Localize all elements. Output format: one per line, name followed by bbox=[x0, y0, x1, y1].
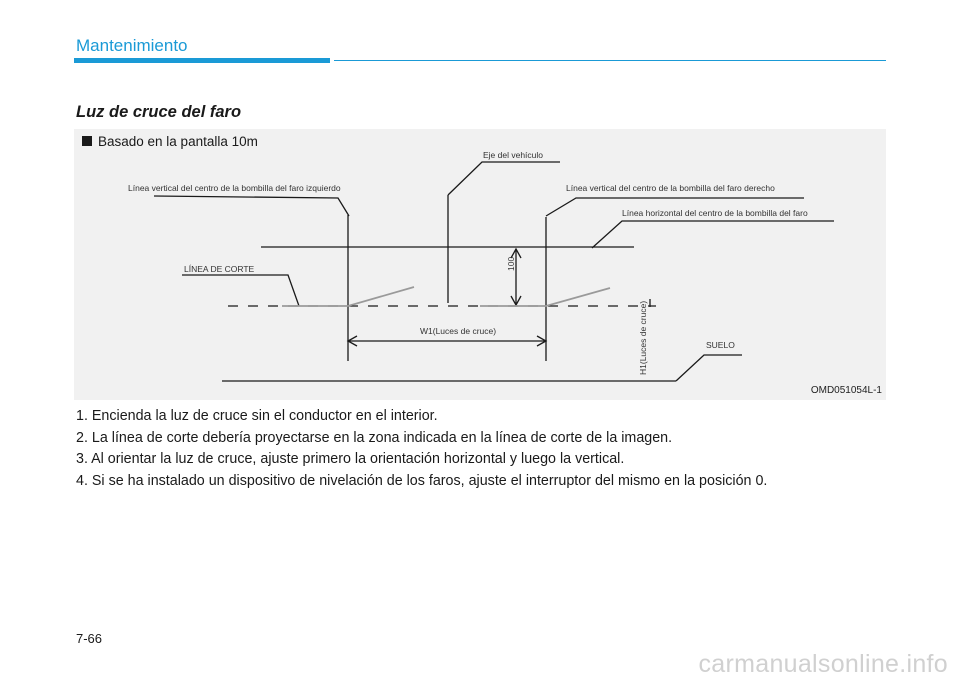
step-item: 1. Encienda la luz de cruce sin el conductor en el interior. bbox=[76, 408, 438, 424]
label-horizontal: Línea horizontal del centro de la bombilla del faro bbox=[622, 208, 808, 218]
step-item: 2. La línea de corte debería proyectarse en la zona indicada en la línea de corte de la imagen. bbox=[76, 429, 673, 446]
header-rule-accent bbox=[74, 58, 330, 63]
headlight-aiming-diagram bbox=[74, 129, 886, 400]
label-left-vertical: Línea vertical del centro de la bombilla del faro izquierdo bbox=[128, 183, 341, 193]
label-h1: H1(Luces de cruce) bbox=[638, 300, 648, 375]
leader-cutoff bbox=[182, 275, 299, 306]
leader-ground bbox=[676, 355, 742, 381]
header-rule bbox=[334, 60, 886, 61]
square-bullet-icon bbox=[82, 136, 92, 146]
instruction-steps bbox=[76, 406, 767, 492]
label-ground: SUELO bbox=[706, 340, 735, 350]
section-title: Mantenimiento bbox=[76, 36, 188, 55]
leader-left-vertical bbox=[154, 196, 349, 216]
subsection-title: Luz de cruce del faro bbox=[76, 103, 242, 121]
label-right-vertical: Línea vertical del centro de la bombilla del faro derecho bbox=[566, 183, 775, 193]
label-dimension-100: 100 bbox=[506, 256, 516, 271]
page-number: 7-66 bbox=[76, 631, 103, 646]
watermark: carmanualsonline.info bbox=[698, 650, 948, 678]
leader-vehicle-axis bbox=[448, 162, 560, 195]
step-item: 3. Al orientar la luz de cruce, ajuste primero la orientación horizontal y luego la vertical. bbox=[76, 451, 625, 467]
step-item: 4. Si se ha instalado un dispositivo de nivelación de los faros, ajuste el interruptor del mismo en la posición 0. bbox=[76, 472, 768, 489]
figure-heading: Basado en la pantalla 10m bbox=[82, 134, 258, 149]
figure-code: OMD051054L-1 bbox=[810, 385, 882, 396]
leader-horizontal bbox=[592, 221, 834, 248]
label-cutoff-line: LÍNEA DE CORTE bbox=[184, 264, 255, 274]
label-w1: W1(Luces de cruce) bbox=[420, 326, 497, 336]
label-vehicle-axis: Eje del vehículo bbox=[483, 150, 544, 160]
right-cutoff-pattern bbox=[480, 288, 610, 306]
